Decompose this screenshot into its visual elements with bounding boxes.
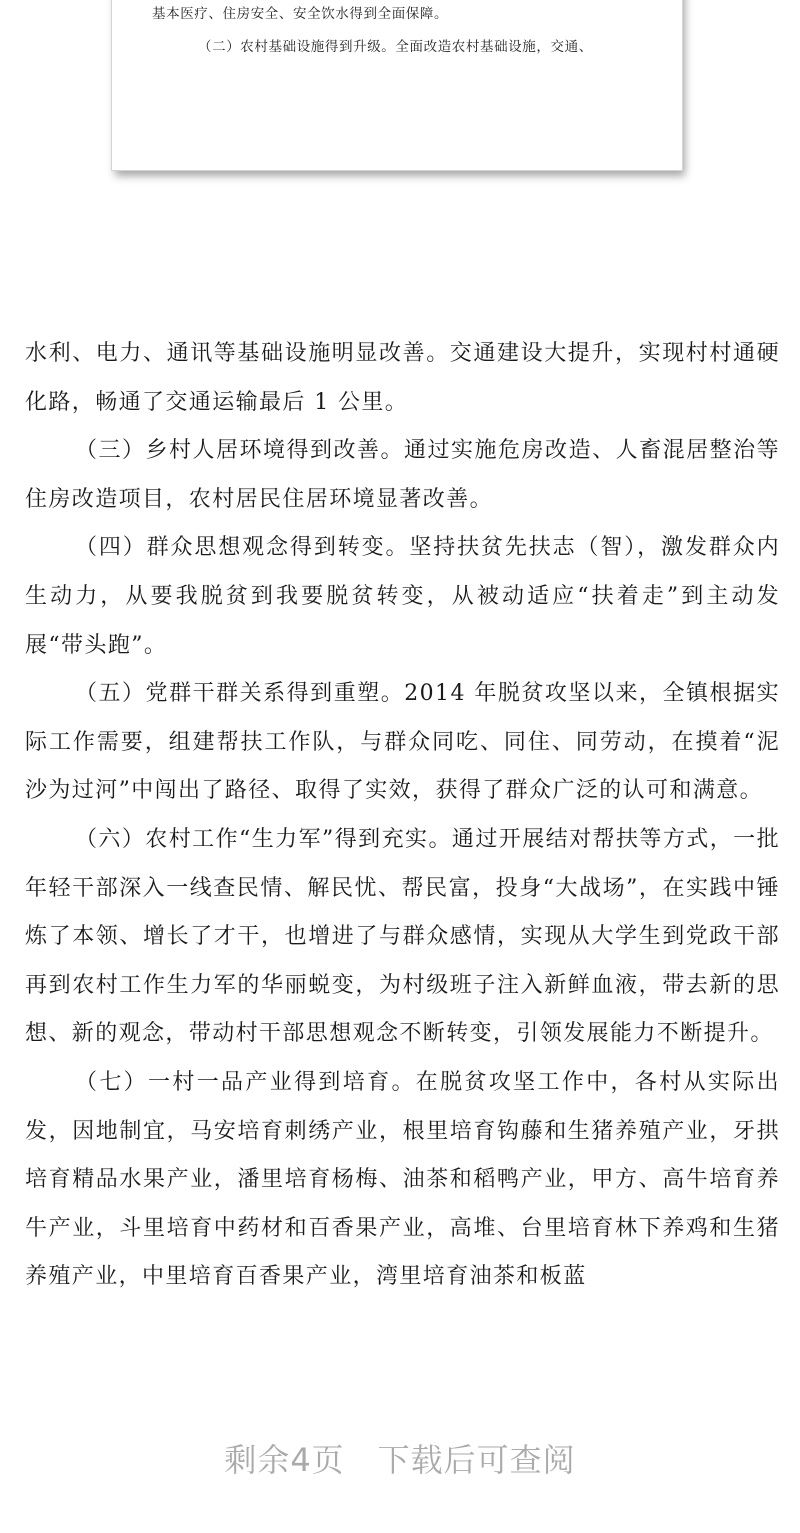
page-thumbnail-card: [112, 0, 682, 170]
paragraph: （七）一村一品产业得到培育。在脱贫攻坚工作中，各村从实际出发，因地制宜，马安培育刺绣产业，根里培育钩藤和生猪养殖产业，牙拱培育精品水果产业，潘里培育杨梅、油茶和稻鸭产业，甲方、高牛培育养牛产业，斗里培育中药材和百香果产业，高堆、台里培育林下养鸡和生猪养殖产业，中里培育百香果产业，湾里培育油茶和板蓝: [25, 1069, 780, 1290]
document-body: [25, 330, 780, 1302]
paragraph: （三）乡村人居环境得到改善。通过实施危房改造、人畜混居整治等住房改造项目，农村居民住居环境显著改善。: [25, 438, 780, 512]
remaining-pages-label[interactable]: 剩余4页 下载后可查阅: [224, 1441, 576, 1479]
download-prompt-bar[interactable]: [0, 1415, 800, 1533]
paragraph: （六）农村工作“生力军”得到充实。通过开展结对帮扶等方式，一批年轻干部深入一线查民情、解民忧、帮民富，投身“大战场”，在实践中锤炼了本领、增长了才干，也增进了与群众感情，实现从大学生到党政干部再到农村工作生力军的华丽蜕变，为村级班子注入新鲜血液，带去新的思想、新的观念，带动村干部思想观念不断转变，引领发展能力不断提升。: [25, 826, 780, 1047]
paragraph: （五）党群干群关系得到重塑。2014 年脱贫攻坚以来，全镇根据实际工作需要，组建帮扶工作队，与群众同吃、同住、同劳动，在摸着“泥沙为过河”中闯出了路径、取得了实效，获得了群众广泛的认可和满意。: [25, 681, 780, 804]
paragraph: （四）群众思想观念得到转变。坚持扶贫先扶志（智），激发群众内生动力，从要我脱贫到我要脱贫转变，从被动适应“扶着走”到主动发展“带头跑”。: [25, 535, 780, 658]
card-text-line: （二）农村基础设施得到升级。全面改造农村基础设施，交通、: [198, 39, 593, 55]
paragraph: 水利、电力、通讯等基础设施明显改善。交通建设大提升，实现村村通硬化路，畅通了交通运输最后 1 公里。: [25, 341, 780, 415]
previous-page-preview: [0, 0, 800, 200]
card-text-line: 基本医疗、住房安全、安全饮水得到全面保障。: [152, 6, 449, 22]
